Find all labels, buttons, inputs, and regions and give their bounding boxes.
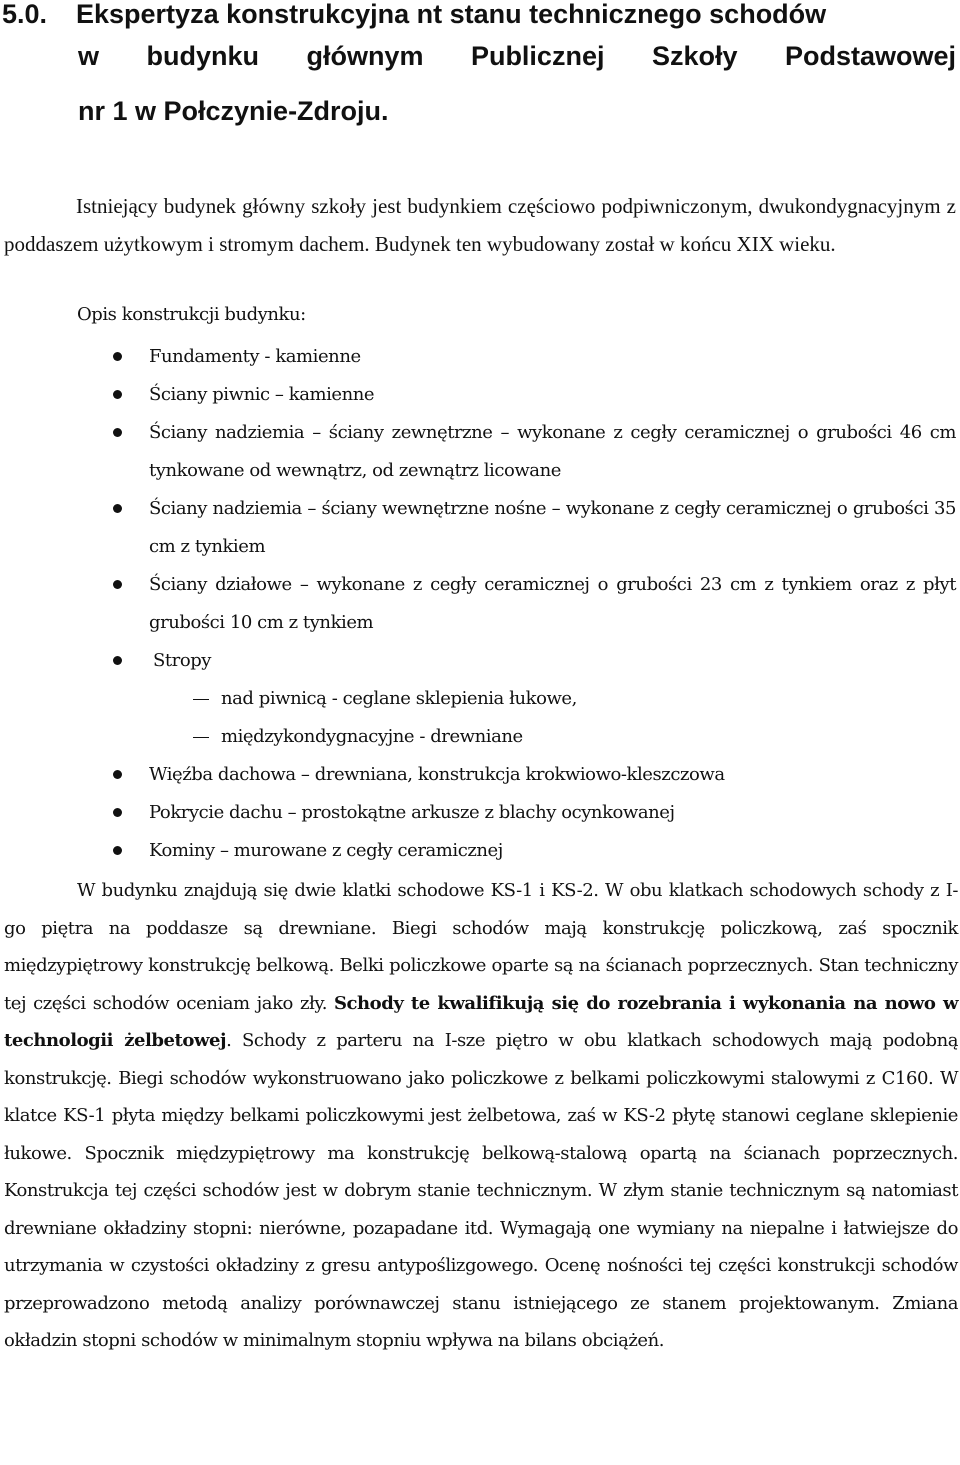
section-number: 5.0. — [2, 0, 48, 29]
dash-icon — [193, 737, 209, 738]
list-item — [0, 376, 960, 414]
list-item-text: Fundamenty - kamienne — [149, 346, 361, 367]
section-heading — [2, 0, 958, 139]
list-item — [0, 794, 960, 832]
stropy-sublist — [0, 680, 960, 756]
construction-list — [0, 338, 960, 870]
list-item — [0, 490, 960, 566]
sublist-item-text: nad piwnicą - ceglane sklepienia łukowe, — [221, 688, 577, 709]
dash-icon — [193, 699, 209, 700]
list-item-text: Stropy — [153, 650, 211, 671]
bullet-icon — [113, 846, 122, 855]
bullet-icon — [113, 770, 122, 779]
bullet-icon — [113, 428, 122, 437]
bullet-icon — [113, 390, 122, 399]
paragraph-text-2: . Schody z parteru na I-sze piętro w obu klatkach schodowych mają podobną konstrukcję. Biegi schodów wykonstruowano jako policzkowe z belkami policzkowymi stalowymi z C160. W klatce KS-1 płyta między belkami policzkowymi jest żelbetowa, zaś w KS-2 płytę stanowi ceglane sklepienie łukowe. Spocznik międzypiętrowy ma konstrukcję belkową-stalową opartą na ścianach poprzecznych. Konstrukcja tej części schodów jest w dobrym stanie technicznym. W złym stanie technicznym są natomiast drewniane okładziny stopni: nierówne, pozapadane itd. Wymagają one wymiany na niepalne i łatwiejsze do utrzymania w czystości okładziny z gresu antypoślizgowego. Ocenę nośności tej części konstrukcji schodów przeprowadzono metodą analizy porównawczej stanu istniejącego ze stanem projektowanym. Zmiana okładzin stopni schodów w minimalnym stopniu wpływa na bilans obciążeń. — [4, 1030, 958, 1351]
paragraph-bold-conclusion: Schody te kwalifikują się do rozebrania i wykonania na nowo w technologii żelbetowej — [4, 992, 958, 1051]
list-item — [0, 338, 960, 376]
heading-line-1 — [2, 0, 958, 29]
heading-line-2: w budynku głównym Publicznej Szkoły Podstawowej — [78, 41, 956, 71]
list-item-stropy — [0, 642, 960, 680]
sublist-item — [0, 680, 960, 718]
bullet-icon — [113, 656, 122, 665]
list-item — [0, 756, 960, 794]
heading-text-1: Ekspertyza konstrukcyjna nt stanu technicznego schodów — [76, 0, 827, 29]
list-item — [0, 414, 960, 490]
list-item — [0, 566, 960, 642]
construction-description-label: Opis konstrukcji budynku: — [77, 304, 306, 325]
list-item-text: Ściany działowe – wykonane z cegły ceramicznej o grubości 23 cm z tynkiem oraz z płyt grubości 10 cm z tynkiem — [149, 574, 956, 633]
list-item-text: Ściany nadziemia – ściany wewnętrzne nośne – wykonane z cegły ceramicznej o grubości 35 cm z tynkiem — [149, 498, 956, 557]
list-item-text: Kominy – murowane z cegły ceramicznej — [149, 840, 503, 861]
list-item-text: Ściany piwnic – kamienne — [149, 384, 375, 405]
bullet-icon — [113, 504, 122, 513]
sublist-item — [0, 718, 960, 756]
heading-line-3: nr 1 w Połczynie-Zdroju. — [78, 96, 389, 126]
list-item — [0, 832, 960, 870]
intro-paragraph: Istniejący budynek główny szkoły jest budynkiem częściowo podpiwniczonym, dwukondygnacyjnym z poddaszem użytkowym i stromym dachem. Budynek ten wybudowany został w końcu XIX wieku. — [4, 194, 956, 256]
list-item-text: Pokrycie dachu – prostokątne arkusze z blachy ocynkowanej — [149, 802, 675, 823]
bullet-icon — [113, 352, 122, 361]
list-item-text: Ściany nadziemia – ściany zewnętrzne – wykonane z cegły ceramicznej o grubości 46 cm tynkowane od wewnątrz, od zewnątrz licowane — [149, 422, 956, 481]
stairs-assessment-paragraph — [4, 872, 958, 1360]
sublist-item-text: międzykondygnacyjne - drewniane — [221, 726, 523, 747]
bullet-icon — [113, 580, 122, 589]
paragraph-text-1: W budynku znajdują się dwie klatki schodowe KS-1 i KS-2. W obu klatkach schodowych schody z I-go piętra na poddasze są drewniane. Biegi schodów mają konstrukcję policzkową, zaś spocznik międzypiętrowy konstrukcję belkową. Belki policzkowe oparte są na ścianach poprzecznych. Stan techniczny tej części schodów oceniam jako zły. — [4, 880, 958, 1014]
bullet-icon — [113, 808, 122, 817]
list-item-text: Więźba dachowa – drewniana, konstrukcja krokwiowo-kleszczowa — [149, 764, 725, 785]
stropy-sublist-wrapper — [0, 680, 960, 756]
